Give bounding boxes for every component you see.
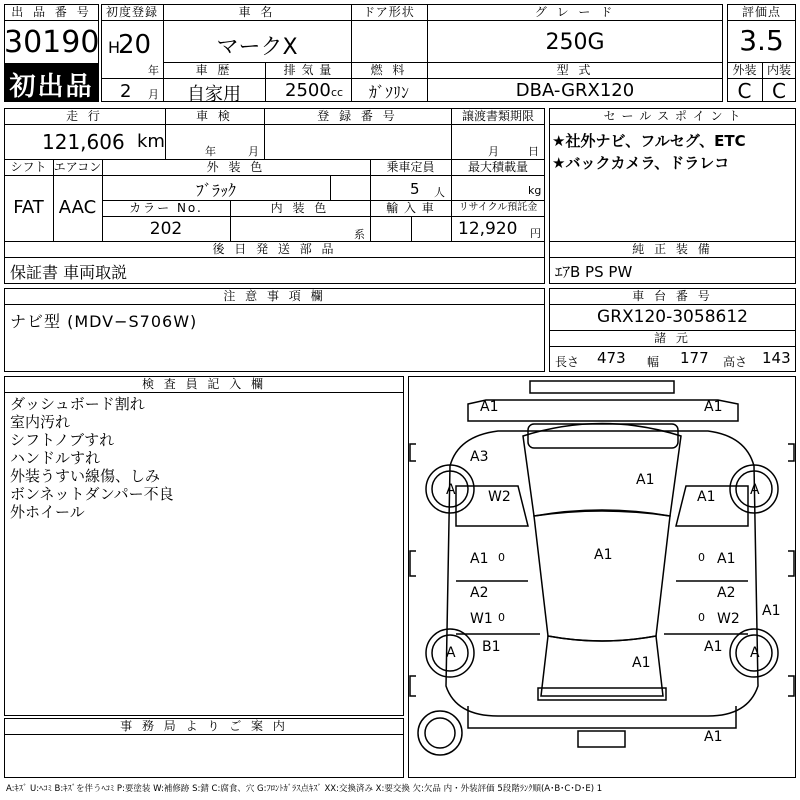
int-grade: C [772,79,786,103]
caution-text: ナビ型 (MDV−S706W) [10,312,198,331]
height-label: 高さ [723,355,748,369]
displacement: 2500 [285,80,331,101]
chassis-number: GRX120-3058612 [597,307,748,327]
mark-roof: A1 [594,547,613,563]
displacement-unit: cc [331,86,344,99]
mark-rear: A1 [704,729,723,745]
office-label: 事 務 局 よ り ご 案 内 [120,719,288,733]
wheel-rr: A [750,645,760,661]
car-name-label: 車 名 [238,5,276,19]
spec-label: 諸 元 [654,331,691,345]
car-name: マークX [216,35,298,60]
mark-w-rl: W1 [470,611,493,627]
mileage: 121,606 [42,130,125,154]
inspection-month-unit: 月 [248,145,259,158]
zero-rr: 0 [698,611,705,624]
mark-front-right: A1 [704,399,723,415]
score-label: 評価点 [741,5,781,19]
width-label: 幅 [647,355,660,369]
load-label: 最大積載量 [467,160,528,174]
transfer-day-unit: 日 [528,145,539,158]
recycle: 12,920 [458,219,518,239]
model: DBA-GRX120 [515,80,635,101]
reg-month: 2 [120,81,132,102]
fuel: ｶﾞｿﾘﾝ [368,83,409,102]
inspector-label: 検 査 員 記 入 欄 [141,377,267,391]
mark-trunk: A1 [632,655,651,671]
inspection-label: 車 検 [196,109,233,123]
seats-unit: 人 [434,186,445,199]
int-color-unit: 系 [354,228,365,241]
int-label: 内装 [766,63,791,77]
mark-fender-fr: A1 [697,489,716,505]
recycle-label: リサイクル預託金 [458,202,538,213]
shift: FAT [13,197,44,218]
import-label: 輸 入 車 [386,201,435,215]
lot-number: 30190 [4,25,100,60]
mark-hood: A1 [636,472,655,488]
shift-label: シフト [10,160,47,174]
door-label: ドア形状 [363,5,415,19]
recycle-unit: 円 [530,227,541,240]
mark-door-rl: A2 [470,585,489,601]
lot-number-label: 出 品 番 号 [11,5,92,19]
reg-month-unit: 月 [148,88,159,101]
mark-door-fl: A1 [470,551,489,567]
mark-door-fr: A1 [717,551,736,567]
reg-year: 20 [118,30,152,60]
score: 3.5 [739,24,784,57]
mark-fender-rl: B1 [482,639,501,655]
seats: 5 [410,180,420,198]
color: ﾌﾞﾗｯｸ [195,181,236,200]
history: 自家用 [187,84,241,105]
zero-rl: 0 [498,611,505,624]
note-line: ダッシュボード割れ [10,395,145,413]
reg-era: H [108,38,121,57]
grade: 250G [545,30,605,55]
mark-door-rr: A2 [717,585,736,601]
model-label: 型 式 [556,63,594,77]
inspection-year-unit: 年 [205,145,216,158]
note-line: ハンドルすれ [10,449,101,467]
reg-label: 初度登録 [105,5,158,19]
history-label: 車 歴 [195,63,233,77]
note-line: シフトノブすれ [10,431,115,449]
sales-point-2: ★バックカメラ、ドラレコ [552,154,730,172]
transfer-month-unit: 月 [488,145,499,158]
color-no-label: カラー No. [129,201,203,215]
mileage-label: 走 行 [66,109,103,123]
length-label: 長さ [555,355,580,369]
car-diagram [408,376,796,778]
first-listing-text: 初出品 [9,72,94,102]
chassis-label: 車 台 番 号 [632,289,713,303]
load-unit: kg [528,184,542,197]
caution-label: 注 意 事 項 欄 [223,289,326,303]
sales-point-1: ★社外ナビ、フルセグ、ETC [552,132,746,150]
mark-fender-rr: A1 [704,639,723,655]
note-line: 室内汚れ [10,413,71,431]
color-no: 202 [149,219,183,239]
mark-w-front: W2 [488,489,511,505]
legend: A:ｷｽﾞ U:ﾍｺﾐ B:ｷｽﾞを伴うﾍｺﾐ P:要塗装 W:補修跡 S:錆 C:腐食、穴 G:ﾌﾛﾝﾄｶﾞﾗｽ点ｷｽﾞ XX:交換済み X:要交換 欠:欠品 内・外装評価 5段階ﾗﾝｸ順(A･B･C･D･E) 1 [6,784,603,794]
later-parts: 保証書 車両取説 [10,263,128,282]
note-line: 外装うすい線傷、しみ [10,467,161,485]
equipment-label: 純 正 装 備 [632,242,713,256]
height: 143 [762,349,791,367]
mark-fender-fl: A3 [470,449,489,465]
mark-side-r: A1 [762,603,781,619]
inspector-notes [10,395,174,521]
ac: AAC [58,197,97,218]
grade-label: グ レ ー ド [534,5,616,19]
reg-year-unit: 年 [148,64,159,77]
ext-label: 外装 [732,63,757,77]
fuel-label: 燃 料 [370,63,408,77]
later-parts-label: 後 日 発 送 部 品 [212,242,337,256]
equipment: ｴｱB PS PW [555,263,633,281]
zero-fr: 0 [698,551,705,564]
mark-front-left: A1 [480,399,499,415]
mark-w-rr: W2 [717,611,740,627]
note-line: 外ホイール [10,503,85,521]
seats-label: 乗車定員 [386,160,435,174]
ac-label: エアコン [53,160,102,174]
wheel-rl: A [446,645,456,661]
transfer-label: 譲渡書類期限 [461,109,534,123]
color-label: 外 装 色 [206,160,266,174]
plate-label: 登 録 番 号 [317,109,398,123]
int-color-label: 内 装 色 [270,201,330,215]
displacement-label: 排 気 量 [283,63,333,77]
ext-grade: C [737,79,752,103]
length: 473 [597,349,626,367]
wheel-fl: A [446,482,456,498]
sales-points-label: セ ー ル ス ポ イ ン ト [603,109,742,123]
zero-fl: 0 [498,551,505,564]
note-line: ボンネットダンパー不良 [10,485,174,503]
mileage-unit: km [137,131,165,152]
wheel-fr: A [750,482,760,498]
width: 177 [680,349,709,367]
